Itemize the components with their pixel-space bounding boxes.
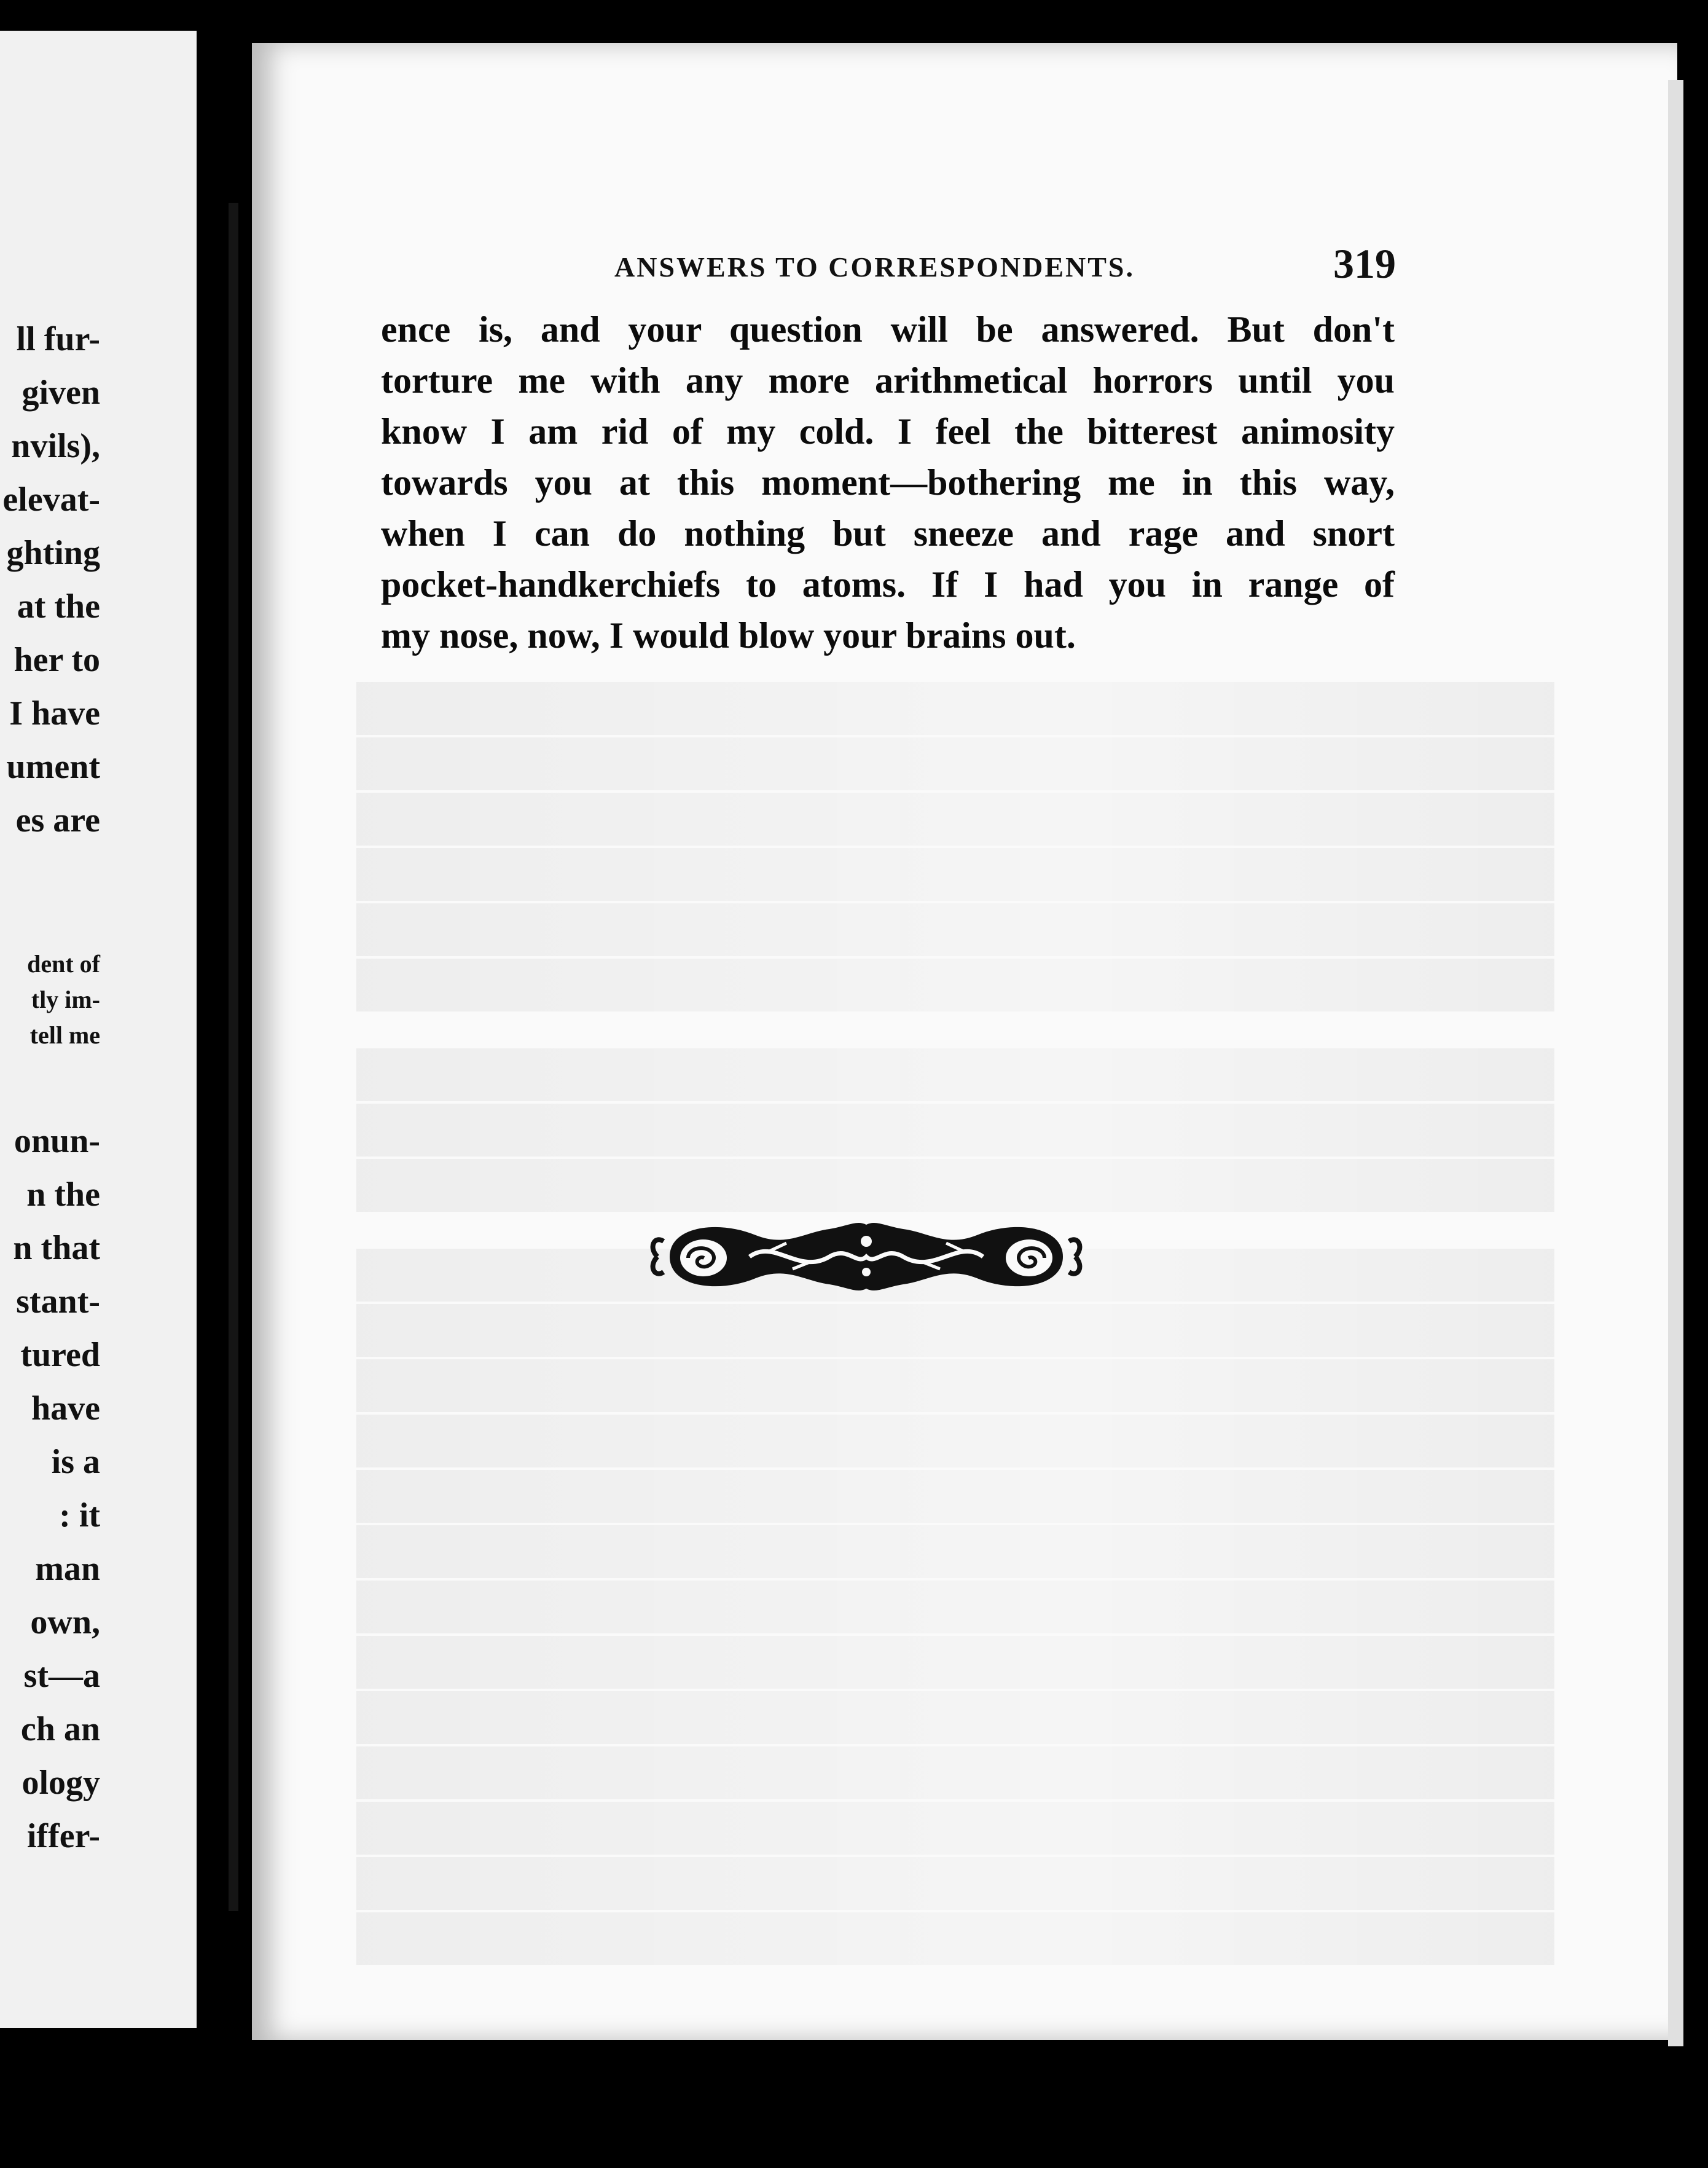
text-line: pocket-handkerchiefs to atoms. If I had you in range of [381,564,1395,605]
spine-edge [229,203,238,1911]
page-number: 319 [1333,240,1396,287]
text-line: know I am rid of my cold. I feel the bitterest animosity [381,411,1395,452]
left-line: es are [15,801,100,839]
left-line: I have [9,694,100,732]
ornament-icon [645,1214,1087,1300]
right-page [252,43,1677,2040]
text-line: my nose, now, I would blow your brains out. [381,615,1076,656]
left-line: ology [22,1764,100,1802]
left-line: ument [6,748,100,786]
left-line: stant- [16,1282,100,1321]
left-line: tly im- [31,986,100,1013]
left-line: n the [26,1176,100,1214]
text-line: torture me with any more arithmetical horrors until you [381,360,1395,401]
text-line: ence is, and your question will be answered. But don't [381,309,1395,350]
left-line: tured [20,1336,100,1374]
left-line: ch an [20,1710,100,1748]
left-line: her to [14,641,100,679]
left-line: ghting [6,534,100,572]
left-line: nvils), [11,427,100,465]
left-line: is a [51,1443,100,1481]
left-line: st—a [23,1657,100,1695]
left-line: man [35,1550,100,1588]
left-line: elevat- [2,481,100,519]
left-line: n that [13,1229,100,1267]
bleed-through [356,682,1554,1968]
body-text [381,304,1395,661]
left-line: iffer- [26,1817,100,1855]
text-line: towards you at this moment—bothering me in this way, [381,462,1395,503]
left-line: onun- [14,1122,100,1160]
left-line: ll fur- [16,320,100,358]
left-line: at the [17,587,100,626]
left-line: tell me [29,1021,100,1049]
text-line: when I can do nothing but sneeze and rage and snort [381,513,1395,554]
left-line: own, [30,1603,100,1641]
page-edge [1668,80,1683,2046]
left-line: : it [59,1496,100,1534]
page-header [252,240,1677,295]
left-line: have [31,1389,100,1428]
left-line: dent of [27,950,100,978]
left-line: given [22,374,100,412]
running-head: ANSWERS TO CORRESPONDENTS. [614,251,1135,283]
book-gutter [197,0,246,2168]
left-page [0,31,197,2028]
